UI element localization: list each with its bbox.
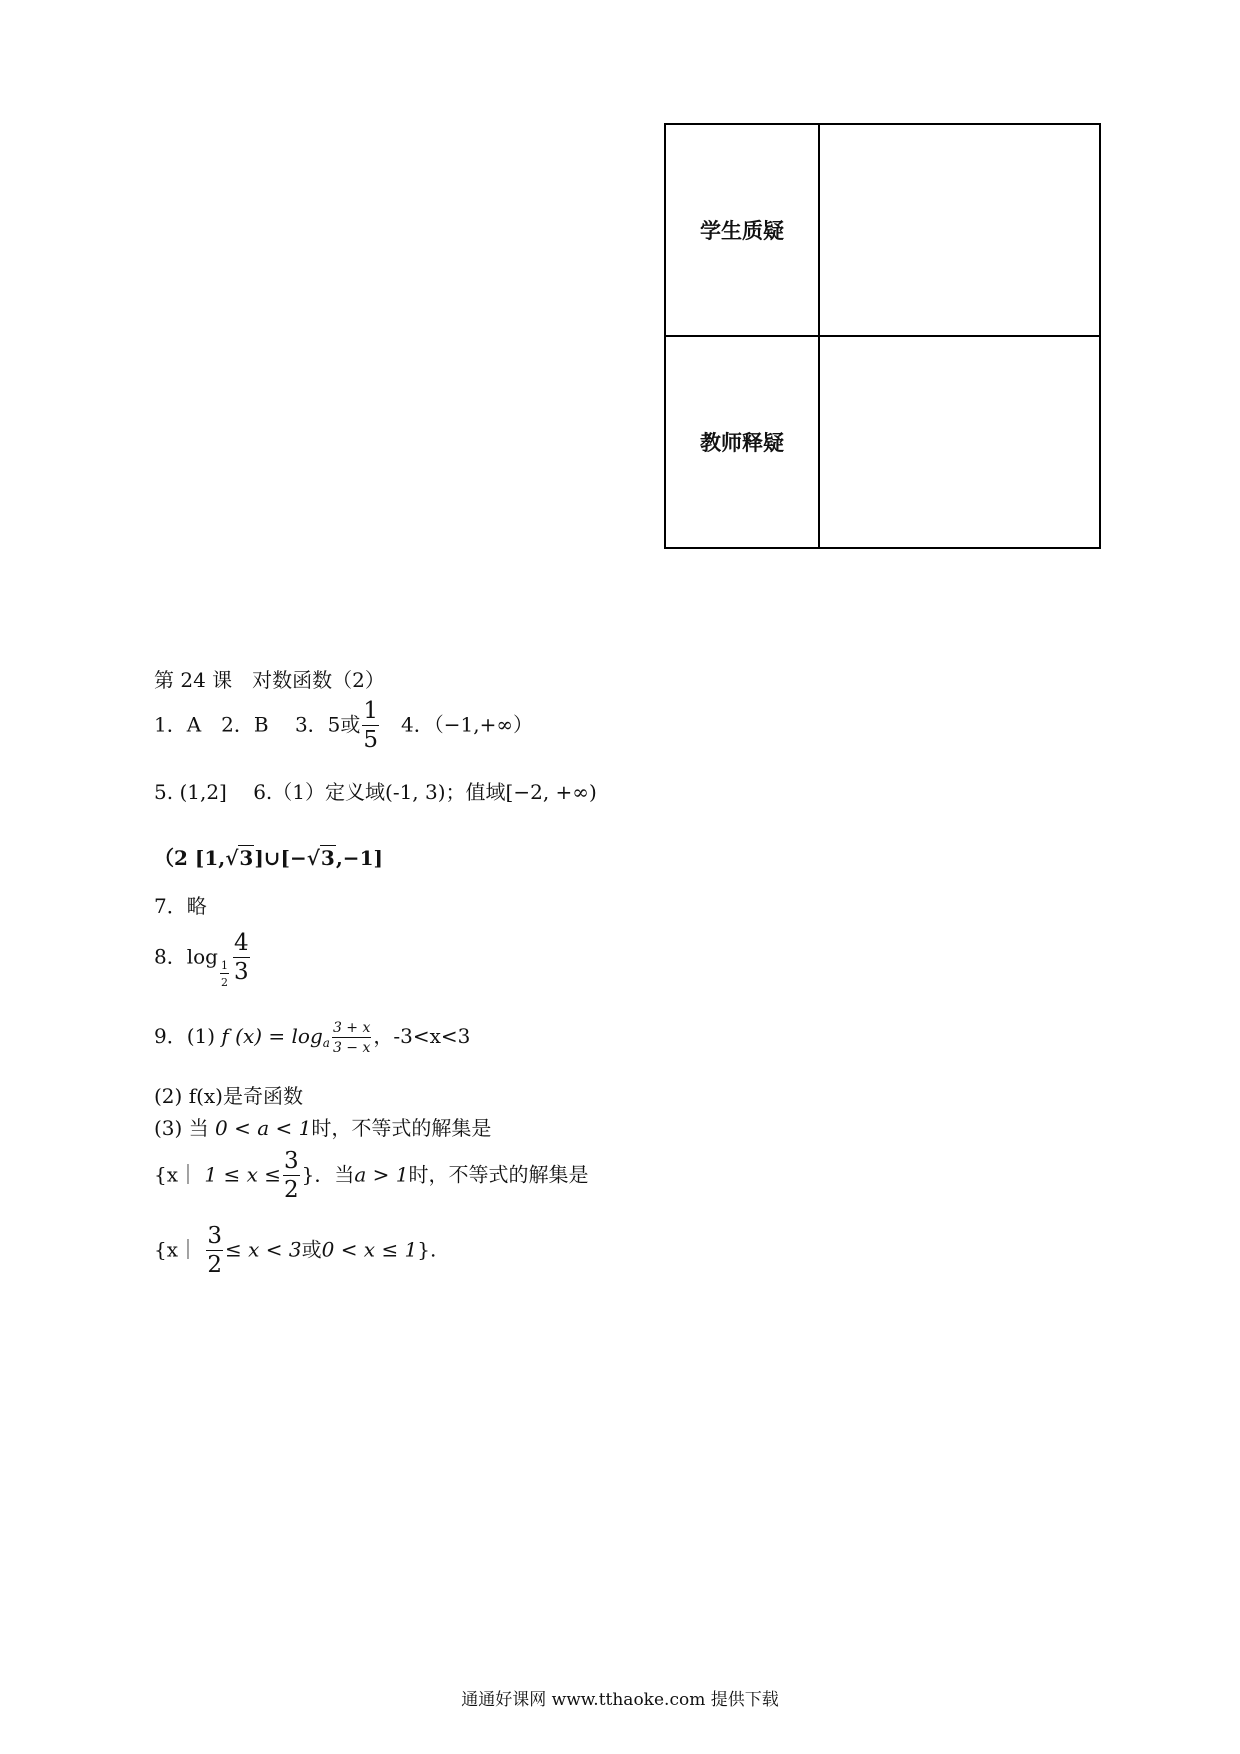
answer-line-6: 9．(1) f $(x) = \log_a$ $\frac{3 + x}{3 - x}$ ，-3<x<3 [154, 1019, 471, 1056]
fraction: $\frac{4}{3}$ [233, 930, 249, 985]
teacher-answer-label: 教师释疑 [665, 336, 819, 548]
answer-line-2: 5. (1,2] 6.（1）定义域(-1, 3)；值域[−2, +∞) [154, 780, 597, 804]
student-question-cell [819, 124, 1100, 336]
answer-line-3: （2 [1,√3]∪[−√3,−1] [154, 846, 383, 870]
teacher-answer-cell [819, 336, 1100, 548]
fraction: $\frac{3}{2}$ [207, 1223, 223, 1278]
answer-line-4: 7．略 [154, 894, 207, 918]
log-base-fraction: $\frac{1}{2}$ [220, 959, 228, 989]
answer-line-8: (3) 当 0 < a < 1时，不等式的解集是 [154, 1116, 492, 1140]
answer-line-9: {x｜ 1 ≤ x ≤ $\frac{3}{2}$ }．当a > 1时，不等式的解集是 [154, 1148, 589, 1203]
fraction: $\frac{3 + x}{3 - x}$ [332, 1019, 371, 1056]
table-row [665, 336, 1100, 548]
student-question-label: 学生质疑 [665, 124, 819, 336]
qa-table [664, 123, 1101, 549]
fraction: $\frac{1}{5}$ [363, 698, 379, 753]
sqrt: √3 [306, 846, 335, 870]
answer-line-10: {x｜ $\frac{3}{2}$ ≤ x < 3或0 < x ≤ 1}. [154, 1223, 437, 1278]
answer-line-1: 1．A 2．B 3．5或 $\frac{1}{5}$ 4．（−1,+∞） [154, 698, 534, 753]
answer-line-7: (2) f(x)是奇函数 [154, 1084, 303, 1108]
sqrt: √3 [225, 846, 254, 870]
table-row [665, 124, 1100, 336]
page-footer: 通通好课网 www.tthaoke.com 提供下载 [461, 1690, 779, 1710]
lesson-title: 第 24 课 对数函数（2） [154, 668, 385, 692]
fraction: $\frac{3}{2}$ [283, 1148, 299, 1203]
answer-line-5: 8．log $\frac{1}{2}$ $\frac{4}{3}$ [154, 930, 249, 989]
